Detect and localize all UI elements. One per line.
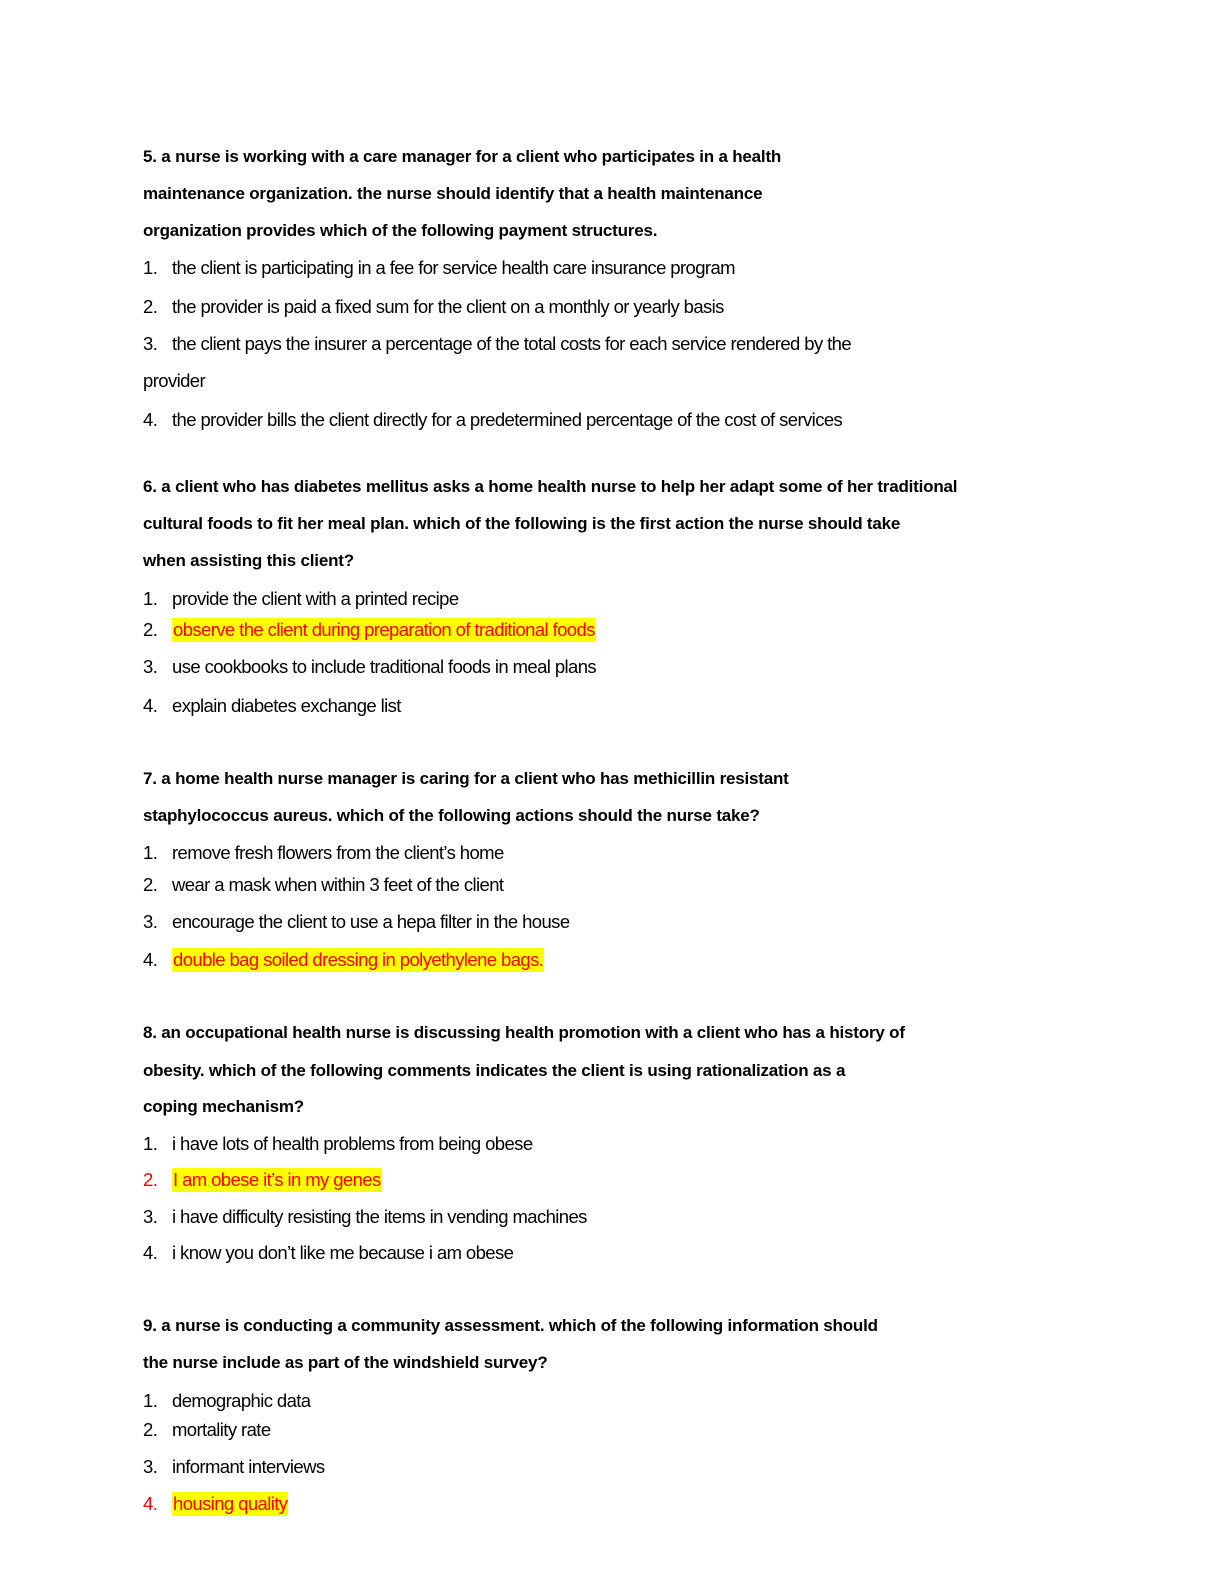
- option-number: 1.: [143, 257, 158, 278]
- option-text: wear a mask when within 3 feet of the client: [172, 874, 504, 895]
- option-text: remove fresh flowers from the client’s home: [172, 842, 504, 863]
- option-text: i have lots of health problems from being obese: [172, 1133, 533, 1154]
- option-number: 3.: [143, 656, 158, 677]
- option-text: encourage the client to use a hepa filter in the house: [172, 911, 570, 932]
- option-number: 4.: [143, 949, 158, 970]
- option-number: 3.: [143, 911, 158, 932]
- option-text: demographic data: [172, 1390, 311, 1411]
- highlighted-answer: I am obese it’s in my genes: [173, 1169, 381, 1190]
- question-7-line-2: staphylococcus aureus. which of the following actions should the nurse take?: [143, 806, 760, 825]
- option-text: provide the client with a printed recipe: [172, 588, 459, 609]
- question-8-option-4: [143, 1240, 513, 1266]
- option-number: 2.: [143, 619, 158, 640]
- question-9-option-4: [143, 1491, 288, 1517]
- option-text: mortality rate: [172, 1419, 271, 1440]
- question-9-line-2: the nurse include as part of the windshield survey?: [143, 1353, 548, 1372]
- question-5-option-2: [143, 294, 724, 320]
- highlighted-answer: double bag soiled dressing in polyethylene bags.: [173, 949, 544, 970]
- question-8-option-3: [143, 1204, 587, 1230]
- question-6-option-4: [143, 693, 401, 719]
- option-text: use cookbooks to include traditional foods in meal plans: [172, 656, 597, 677]
- option-text: explain diabetes exchange list: [172, 695, 401, 716]
- question-5-option-1: [143, 255, 735, 281]
- highlighted-answer: observe the client during preparation of traditional foods: [173, 619, 595, 640]
- option-number: 1.: [143, 842, 158, 863]
- option-number: 2.: [143, 874, 158, 895]
- option-number: 2.: [143, 296, 158, 317]
- question-5-option-4: [143, 407, 842, 433]
- question-9-option-1: [143, 1388, 311, 1414]
- question-8-line-2: obesity. which of the following comments indicates the client is using rationalization as a: [143, 1061, 846, 1080]
- option-number: 2.: [143, 1169, 158, 1190]
- option-number: 4.: [143, 409, 158, 430]
- option-number: 1.: [143, 1390, 158, 1411]
- option-number: 3.: [143, 1456, 158, 1477]
- question-7-option-4: [143, 947, 544, 973]
- option-number: 4.: [143, 1242, 158, 1263]
- question-6-line-1: 6. a client who has diabetes mellitus asks a home health nurse to help her adapt some of her traditional: [143, 477, 958, 496]
- question-8-line-3: coping mechanism?: [143, 1097, 304, 1116]
- question-7-option-3: [143, 909, 570, 935]
- question-7-option-2: [143, 872, 503, 898]
- question-5-line-1: 5. a nurse is working with a care manager for a client who participates in a health: [143, 147, 782, 166]
- option-text: i have difficulty resisting the items in vending machines: [172, 1206, 587, 1227]
- question-6-option-1: [143, 586, 459, 612]
- question-5-option-3: [143, 331, 851, 357]
- question-6-line-2: cultural foods to fit her meal plan. which of the following is the first action the nurse should take: [143, 514, 901, 533]
- option-number: 4.: [143, 1493, 158, 1514]
- option-number: 1.: [143, 1133, 158, 1154]
- option-number: 4.: [143, 695, 158, 716]
- option-text: the client pays the insurer a percentage of the total costs for each service rendered by the: [172, 333, 852, 354]
- question-9-line-1: 9. a nurse is conducting a community assessment. which of the following information should: [143, 1316, 878, 1335]
- question-5-line-2: maintenance organization. the nurse should identify that a health maintenance: [143, 184, 763, 203]
- question-7-line-1: 7. a home health nurse manager is caring for a client who has methicillin resistant: [143, 769, 789, 788]
- option-text: the client is participating in a fee for service health care insurance program: [172, 257, 735, 278]
- question-8-line-1: 8. an occupational health nurse is discussing health promotion with a client who has a history of: [143, 1023, 905, 1042]
- option-number: 3.: [143, 333, 158, 354]
- option-number: 3.: [143, 1206, 158, 1227]
- question-7-option-1: [143, 840, 504, 866]
- question-5-line-3: organization provides which of the following payment structures.: [143, 221, 658, 240]
- option-text: the provider bills the client directly for a predetermined percentage of the cost of services: [172, 409, 843, 430]
- question-9-option-3: [143, 1454, 325, 1480]
- highlighted-answer: housing quality: [173, 1493, 288, 1514]
- option-number: 1.: [143, 588, 158, 609]
- question-5-option-3-continued: provider: [143, 370, 206, 391]
- option-number: 2.: [143, 1419, 158, 1440]
- option-text: i know you don’t like me because i am obese: [172, 1242, 514, 1263]
- question-6-option-3: [143, 654, 596, 680]
- question-8-option-1: [143, 1131, 533, 1157]
- question-8-option-2: [143, 1167, 382, 1193]
- option-text: informant interviews: [172, 1456, 325, 1477]
- question-6-line-3: when assisting this client?: [143, 551, 354, 570]
- question-6-option-2: [143, 617, 596, 643]
- question-9-option-2: [143, 1417, 271, 1443]
- option-text: the provider is paid a fixed sum for the client on a monthly or yearly basis: [172, 296, 724, 317]
